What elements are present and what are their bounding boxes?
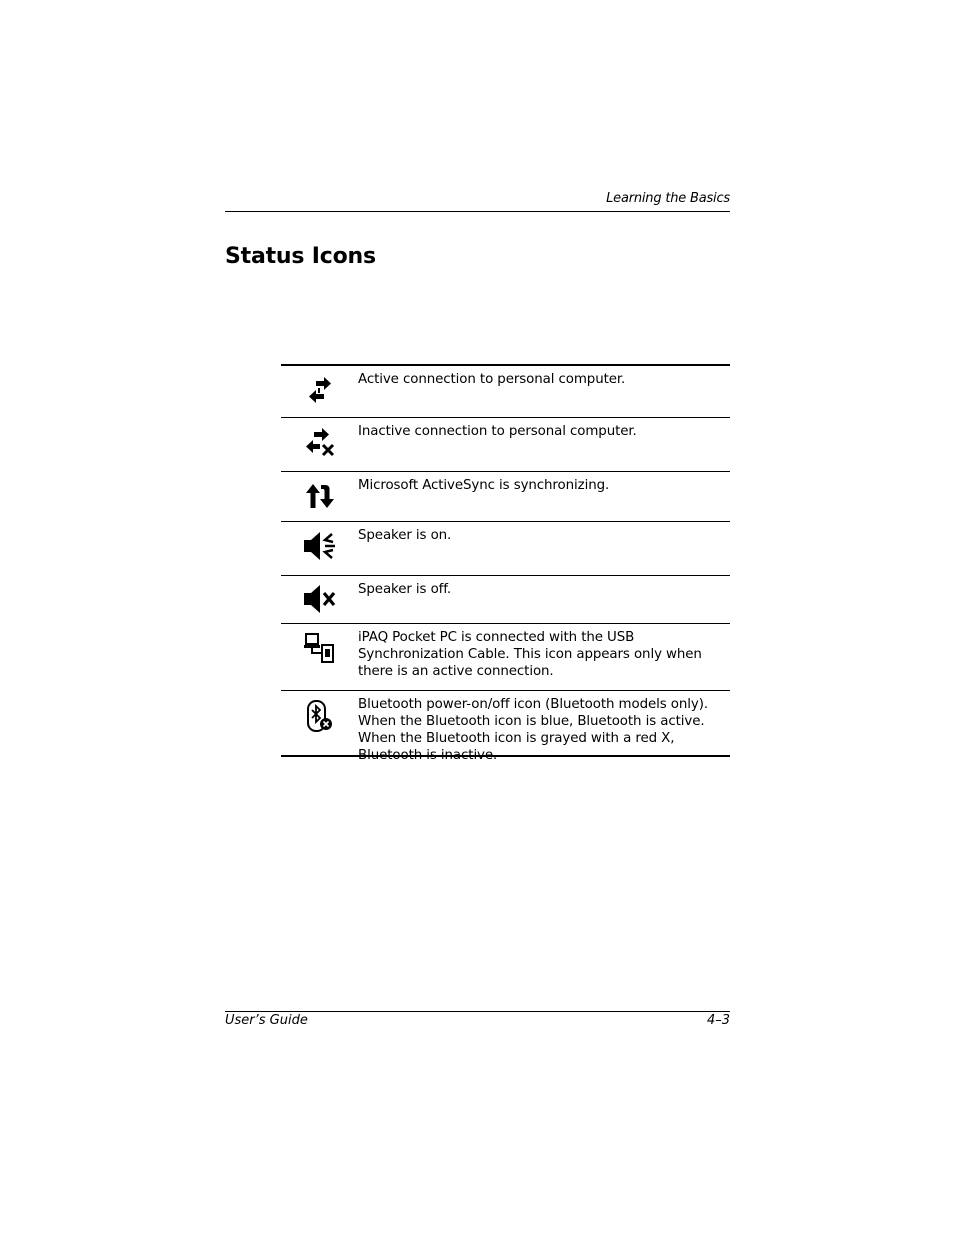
page-title: Status Icons xyxy=(225,244,376,269)
header-rule xyxy=(225,211,730,212)
row-description: Bluetooth power-on/off icon (Bluetooth models only). When the Bluetooth icon is blue, Bluetooth is active. When the Bluetooth icon is grayed with a red X, Bluetooth is inactive. xyxy=(358,697,708,763)
table-row xyxy=(281,521,730,575)
row-description: Speaker is on. xyxy=(358,528,452,543)
table-row xyxy=(281,575,730,623)
running-header: Learning the Basics xyxy=(606,191,730,206)
page-number: 4–3 xyxy=(706,1013,730,1028)
bluetooth-power-icon xyxy=(281,691,358,733)
table-row xyxy=(281,417,730,471)
inactive-connection-icon xyxy=(281,418,358,458)
active-connection-icon xyxy=(281,366,358,404)
status-icons-table xyxy=(281,364,730,763)
table-row xyxy=(281,623,730,690)
table-row xyxy=(281,471,730,521)
table-row xyxy=(281,690,730,763)
row-description: Active connection to personal computer. xyxy=(358,372,626,387)
table-row xyxy=(281,366,730,417)
speaker-off-icon xyxy=(281,576,358,614)
footer-rule xyxy=(225,1011,730,1012)
row-description: Speaker is off. xyxy=(358,582,452,597)
row-description: Microsoft ActiveSync is synchronizing. xyxy=(358,478,610,493)
activesync-sync-icon xyxy=(281,472,358,512)
usb-sync-cable-icon xyxy=(281,624,358,664)
footer-guide-name: User’s Guide xyxy=(225,1013,308,1028)
speaker-on-icon xyxy=(281,522,358,562)
row-description: iPAQ Pocket PC is connected with the USB Synchronization Cable. This icon appears only when there is an active connection. xyxy=(358,630,702,679)
row-description: Inactive connection to personal computer. xyxy=(358,424,637,439)
